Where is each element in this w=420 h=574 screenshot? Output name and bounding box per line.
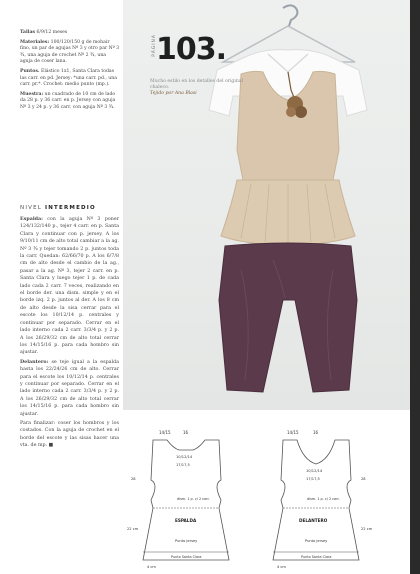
hanger-hook — [283, 5, 297, 26]
front-armhole-label: 17/17,5 — [306, 477, 320, 481]
front-bottom-label: 4 cm — [277, 565, 286, 569]
materials-label: Materiales: — [20, 39, 50, 45]
front-side-label-2: 22 cm — [361, 527, 373, 531]
page-number: 103. — [156, 32, 227, 67]
front-text: se teje igual a la espalda hasta los 22/24/26 cm de alto. Cerrar para el escote los 10/12/14 p. centrales y continuar por separado. Cerrar en el lado interno cada 2 carr. 3/3/4 p. y 2 p. A los 26/29/32 cm de alto total cerrar los 14/15/16 p. para cada hombro sin ajustar. — [20, 359, 119, 417]
back-piece-name: ESPALDA — [175, 518, 197, 523]
materials-section — [20, 30, 120, 115]
schematics-area — [123, 410, 410, 574]
back-side-label-2: 22 cm — [127, 527, 139, 531]
back-bottom-label: 4 cm — [147, 565, 156, 569]
front-top-label-2: 16 — [313, 430, 319, 435]
instructions-section — [20, 216, 119, 452]
back-top-label-1: 14/15 — [159, 430, 171, 435]
level-value: INTERMEDIO — [45, 205, 96, 211]
back-armhole-label: 17/17,5 — [176, 463, 190, 467]
front-neck-label: 10/12/14 — [306, 469, 323, 473]
back-side-label-1: 28 — [131, 477, 136, 481]
purple-trousers — [219, 243, 357, 392]
photo-caption — [150, 79, 250, 98]
garment-photo — [123, 0, 410, 410]
stitches-line — [20, 69, 120, 89]
schematics-svg — [123, 410, 410, 574]
caption-text: Mucho estilo en los detalles del original chaleco. — [150, 79, 244, 91]
stitches-text: Elástico 1x1, Santa Clara todas las carr. en pd. Jersey: *una carr. pd., una carr. pr.*. Crochet: medio punto (mp.). — [20, 68, 117, 88]
back-instructions — [20, 216, 119, 357]
gauge-label: Muestra: — [20, 91, 44, 97]
front-schematic — [273, 430, 373, 569]
level-prefix: NIVEL — [20, 205, 43, 211]
materials-line — [20, 40, 120, 66]
front-top-label-1: 14/15 — [287, 430, 299, 435]
finishing-instructions — [20, 420, 119, 450]
caption-author: Tejido por Ana Blasi — [150, 91, 197, 97]
page-edge-strip — [410, 0, 420, 574]
back-border-label: Punto Santa Clara — [171, 555, 202, 559]
sizes-line — [20, 30, 120, 37]
gauge-line — [20, 92, 120, 112]
back-neck-label: 10/12/14 — [176, 455, 193, 459]
back-dec-label: dism. 1 p. c/ 2 carr. — [177, 497, 210, 501]
back-top-label-2: 16 — [183, 430, 189, 435]
end-square-icon: ■ — [48, 443, 54, 449]
back-schematic — [127, 430, 229, 569]
stitches-label: Puntos. — [20, 68, 40, 74]
sizes-label: Tallas — [20, 30, 36, 35]
sizes-value: 6/9/12 meses — [36, 30, 68, 35]
front-border-label: Punto Santa Clara — [301, 555, 332, 559]
back-stitch-label: Punto jersey — [175, 539, 198, 543]
front-instructions — [20, 359, 119, 418]
page-label-vertical: PÁGINA — [152, 34, 157, 57]
gauge-text: un cuadrado de 10 cm de lado da 28 p. y 36 carr. en p. Jersey con aguja Nº 3 y 24 p. y 36 carr. con aguja Nº 3 ¾. — [20, 91, 116, 110]
front-dec-label: dism. 1 p. c/ 2 carr. — [307, 497, 340, 501]
front-label: Delantero: — [20, 358, 49, 365]
finishing-text: Para finalizar: coser los hombros y los costados. Con la aguja de crochet en el borde del escote y las sisas hacer una vta. de mp. — [20, 420, 119, 449]
back-label: Espalda: — [20, 216, 43, 222]
pattern-text-column — [0, 0, 123, 574]
front-side-label-1: 28 — [361, 477, 366, 481]
front-stitch-label: Punto jersey — [305, 539, 328, 543]
materials-text: 100/120/150 g de mohair fino, un par de agujas Nº 3 y otro par Nº 3 ¾, una aguja de crochet Nº 2 ¾, una aguja de coser lana. — [20, 39, 120, 65]
back-text: con la aguja Nº 3 poner 124/132/140 p., tejer 4 carr. en p. Santa Clara y continuar con p. jersey. A los 9/10/11 cm de alto total cambiar a la ag. Nº 3 ¾ y tejer tomando 2 p. juntos toda la carr. Quedan: 62/66/70 p. A los 6/7/8 cm de alto desde el cambio de la ag., pasar a la ag. Nº 3, tejer 2 carr. en p. Santa Clara y luego tejer 1 p. de cada lado cada 2 carr. 7 veces, realizando en el borde der. una dism. simple y en el borde izq. 2 p. juntos al der. A los 8 cm de alto desde la sisa cerrar para el escote los 10/12/14 p. centrales y continuar por separado. Cerrar en el lado interno cada 2 carr. 3/3/4 p. y 2 p. A los 26/29/32 cm de alto total cerrar los 14/15/16 p. para cada hombro sin ajustar. — [20, 217, 120, 356]
difficulty-level — [20, 205, 120, 211]
front-piece-name: DELANTERO — [299, 518, 328, 523]
